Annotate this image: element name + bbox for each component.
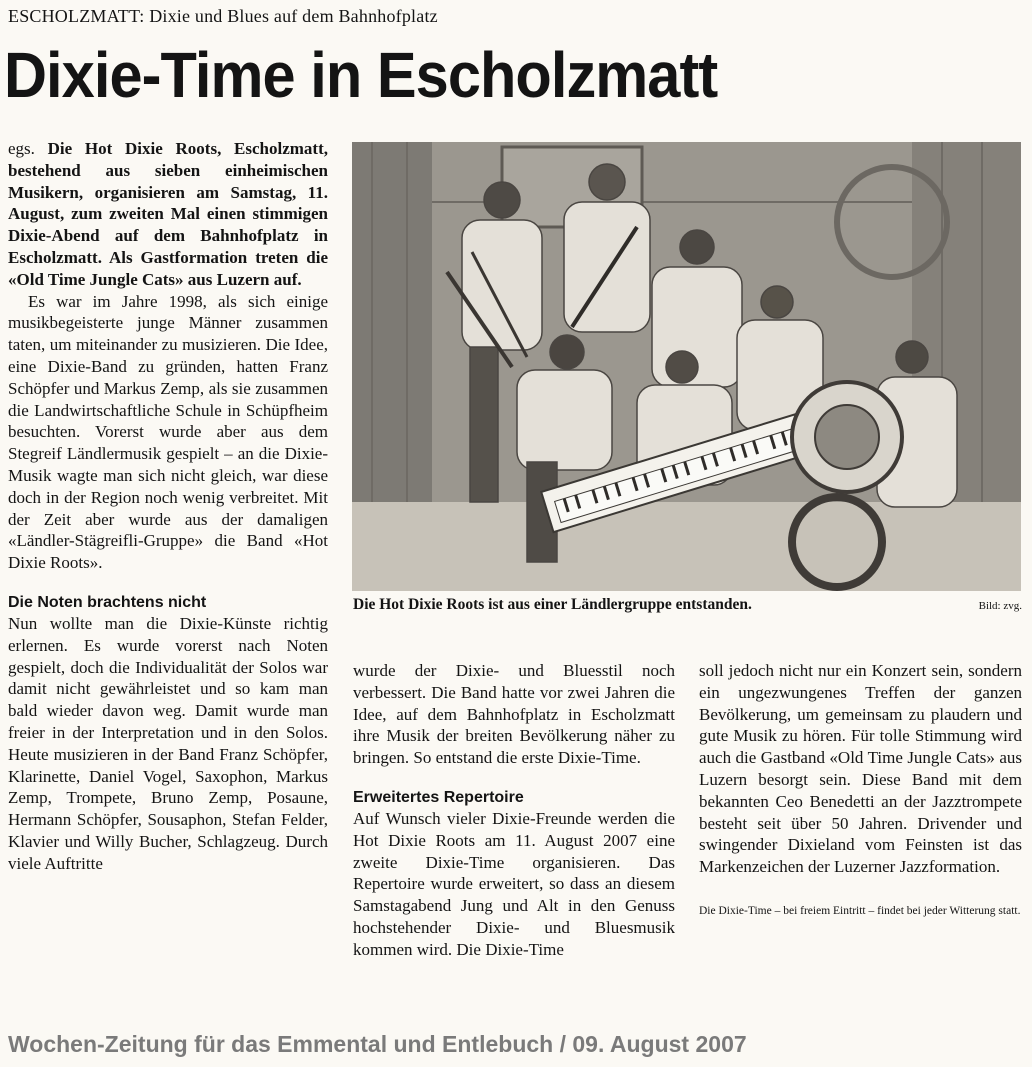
article-column-middle bbox=[353, 660, 675, 961]
body-paragraph-2: Nun wollte man die Dixie-Künste richtig erlernen. Es wurde vorerst nach Noten gespielt, doch die Individualität der Solos war damit nicht gewährleistet und so kam man bald wieder davon weg. Damit wurde man freier in der Interpretation und in den Solos. Heute musizieren in der Band Franz Schöpfer, Klarinette, Daniel Vogel, Saxophon, Markus Zemp, Trompete, Bruno Zemp, Posaune, Hermann Schöpfer, Sousaphon, Stefan Felder, Klavier und Willy Bucher, Schlagzeug. Durch viele Auftritte bbox=[8, 613, 328, 873]
lead-prefix: egs. bbox=[8, 139, 35, 158]
body-paragraph-3: wurde der Dixie- und Bluesstil noch verbessert. Die Band hatte vor zwei Jahren die Idee, auf dem Bahnhofplatz in Escholzmatt ihre Musik der breiten Bevölkerung näher zu bringen. So entstand die erste Dixie-Time. bbox=[353, 661, 675, 768]
band-photo-illustration bbox=[352, 142, 1021, 591]
band-photo bbox=[352, 142, 1021, 591]
lead-text: Die Hot Dixie Roots, Escholzmatt, bestehend aus sieben einheimischen Musikern, organisieren am Samstag, 11. August, zum zweiten Mal einen stimmigen Dixie-Abend auf dem Bahnhofplatz in Escholzmatt. Als Gastformation treten die «Old Time Jungle Cats» aus Luzern auf. bbox=[8, 139, 329, 289]
body-paragraph-5: soll jedoch nicht nur ein Konzert sein, sondern ein ungezwungenes Treffen der ganzen Bevölkerung, um gemeinsam zu plaudern und gute Musik zu hören. Für tolle Stimmung wird auch die Gastband «Old Time Jungle Cats» aus Luzern besorgt sein. Diese Band mit dem bekannten Ceo Benedetti an der Jazztrompete besteht seit über 50 Jahren. Drivender und swingender Dixieland vom Feinsten ist das Markenzeichen der Luzerner Jazzformation. bbox=[699, 661, 1022, 877]
photo-credit: Bild: zvg. bbox=[978, 600, 1022, 612]
photo-caption: Die Hot Dixie Roots ist aus einer Ländlergruppe entstanden. bbox=[353, 596, 752, 613]
newspaper-source: Wochen-Zeitung für das Emmental und Entlebuch / 09. August 2007 bbox=[8, 1031, 747, 1057]
event-note: Die Dixie-Time – bei freiem Eintritt – findet bei jeder Witterung statt. bbox=[699, 904, 1021, 917]
body-paragraph-1: Es war im Jahre 1998, als sich einige musikbegeisterte junge Männer zusammen taten, um miteinander zu musizieren. Die Idee, eine Dixie-Band zu gründen, hatten Franz Schöpfer und Markus Zemp, als sie zusammen die Landwirtschaftliche Schule in Schüpfheim besuchten. Vorerst wurde aber aus dem Stegreif Ländlermusik gespielt – an die Dixie-Musik wagte man sich nicht gleich, war diese doch in der Region noch wenig verbreitet. Mit der Zeit aber wurde aus der damaligen «Ländler-Stägreifli-Gruppe» die Band «Hot Dixie Roots». bbox=[8, 291, 328, 573]
article-column-left bbox=[8, 138, 328, 875]
article-column-right bbox=[699, 660, 1022, 919]
body-paragraph-4: Auf Wunsch vieler Dixie-Freunde werden die Hot Dixie Roots am 11. August 2007 eine zweite Dixie-Time organisieren. Das Repertoire wurde erweitert, so dass an diesem Samstagabend Jung und Alt in den Genuss hochstehender Dixie- und Bluesmusik kommen wird. Die Dixie-Time bbox=[353, 808, 675, 959]
lead-paragraph bbox=[8, 138, 328, 291]
article-kicker: ESCHOLZMATT: Dixie und Blues auf dem Bahnhofplatz bbox=[8, 6, 438, 26]
article-headline: Dixie-Time in Escholzmatt bbox=[4, 39, 718, 111]
subheading-noten: Die Noten brachtens nicht bbox=[8, 593, 207, 611]
subheading-repertoire: Erweitertes Repertoire bbox=[353, 788, 524, 806]
